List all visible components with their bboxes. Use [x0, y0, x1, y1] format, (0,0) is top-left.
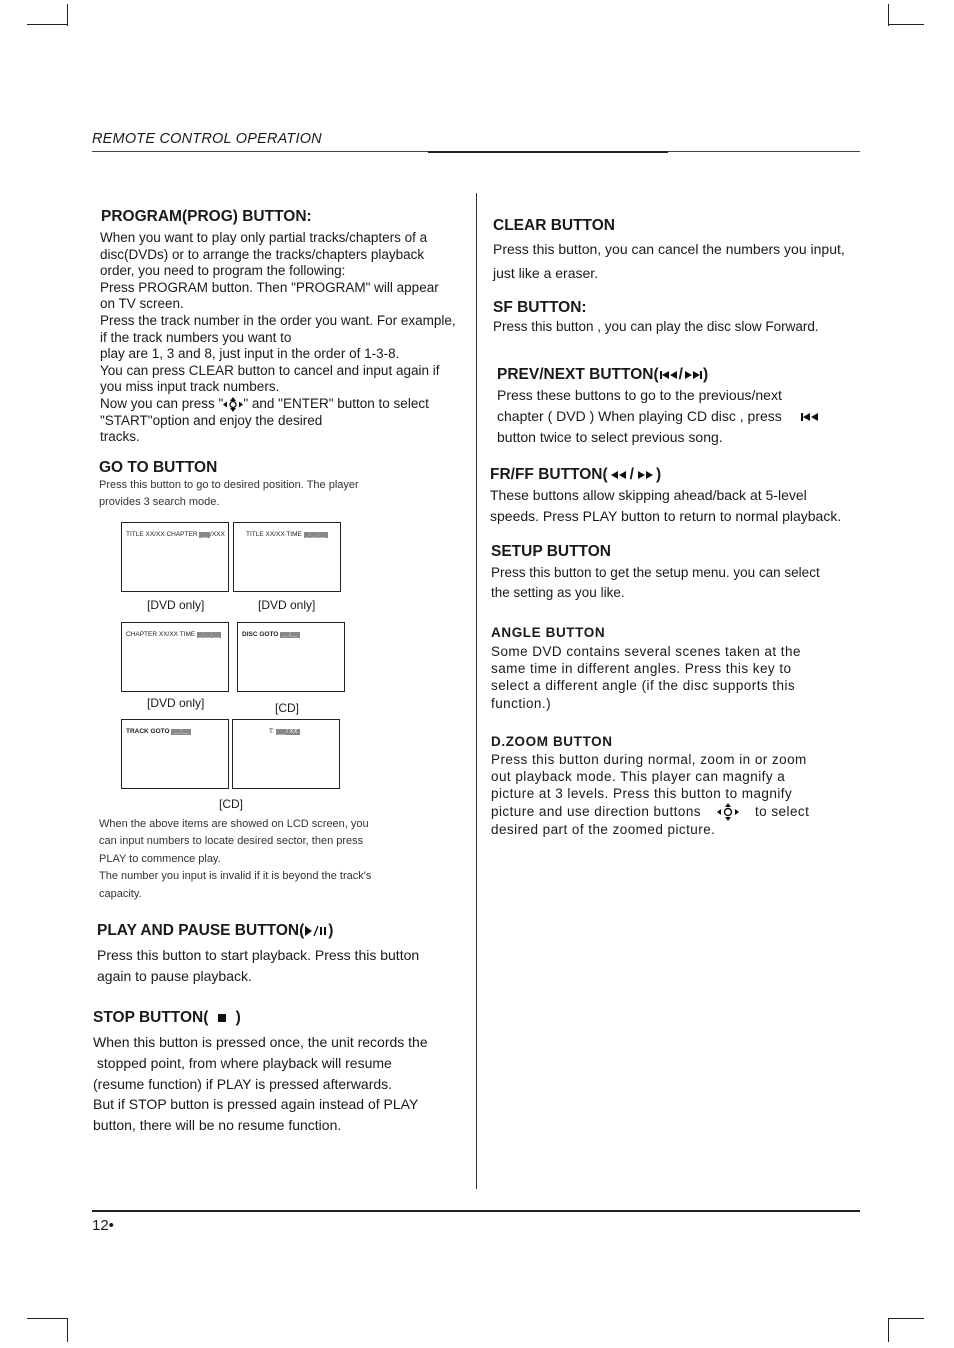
screen-caption: [CD]: [219, 797, 243, 811]
play-pause-icon: [304, 925, 328, 937]
footer-rule: [92, 1210, 860, 1212]
program-text: When you want to play only partial tracks/chapters of a disc(DVDs) or to arrange the tracks/chapters playback order, you need to program the following: Press PROGRAM button. Then "PROGRAM" will appear on TV screen. Press the track number in the order you want. For example, if the track numbers you want to play are 1, 3 and 8, just input in the order of 1-3-8. You can press CLEAR button to cancel and input again if you miss input track numbers. Now you can press " " and "ENTER" button to select "START"option and enjoy the desired tracks.: [100, 230, 456, 445]
osd-screen-track-goto: TRACK GOTO __:__: [121, 719, 229, 789]
clear-text: Press this button, you can cancel the numbers you input, just like a eraser.: [493, 241, 845, 281]
dzoom-text: Press this button during normal, zoom in or zoom out playback mode. This player can magnify a picture at 3 levels. Press this button to magnify picture and use direction buttons to select desired part of the zoomed picture.: [491, 752, 810, 838]
setup-text: Press this button to get the setup menu. you can select the setting as you like.: [491, 565, 820, 600]
osd-screen-title-chapter: TITLE XX/XX CHAPTER __ /XXX: [121, 522, 229, 592]
stop-icon: [217, 1013, 227, 1023]
fast-forward-icon: [636, 470, 654, 480]
screen-caption: [DVD only]: [258, 598, 316, 612]
goto-text: Press this button to go to desired position. The player provides 3 search mode.: [99, 479, 359, 509]
setup-heading: SETUP BUTTON: [491, 543, 611, 560]
stop-heading: STOP BUTTON( ): [93, 1009, 241, 1026]
osd-screen-title-time: TITLE XX/XX TIME _:__:__: [233, 522, 341, 592]
goto-notes: When the above items are showed on LCD screen, you can input numbers to locate desired sector, then press PLAY to commence play. The number you input is invalid if it is beyond the track's capacity.: [99, 818, 372, 900]
angle-text: Some DVD contains several scenes taken at the same time in different angles. Press this key to select a different angle (if the disc supports this function.): [491, 644, 801, 711]
prev-next-heading: PREV/NEXT BUTTON( / ): [497, 366, 709, 383]
clear-heading: CLEAR BUTTON: [493, 217, 615, 234]
osd-screen-disc-goto: DISC GOTO __:__: [237, 622, 345, 692]
play-pause-heading: PLAY AND PAUSE BUTTON( ): [97, 922, 334, 939]
section-header: REMOTE CONTROL OPERATION: [92, 131, 322, 147]
dzoom-heading: D.ZOOM BUTTON: [491, 734, 613, 749]
screen-caption: [DVD only]: [147, 598, 205, 612]
screen-caption: [DVD only]: [147, 696, 205, 710]
osd-screen-track-time: T: __ / XX: [232, 719, 340, 789]
prev-icon: [659, 370, 679, 380]
sf-text: Press this button , you can play the disc slow Forward.: [493, 319, 819, 334]
next-icon: [683, 370, 703, 380]
angle-heading: ANGLE BUTTON: [491, 625, 606, 640]
fr-ff-heading: FR/FF BUTTON( / ): [490, 466, 662, 483]
rewind-icon: [610, 470, 628, 480]
header-rule-accent: [428, 151, 668, 153]
program-heading: PROGRAM(PROG) BUTTON:: [101, 208, 312, 225]
nav-arrows-icon: [717, 803, 739, 821]
prev-icon: [800, 412, 820, 422]
prev-next-text: Press these buttons to go to the previous/next chapter ( DVD ) When playing CD disc , press button twice to select previous song.: [497, 385, 820, 447]
play-pause-text: Press this button to start playback. Press this button again to pause playback.: [97, 947, 420, 984]
fr-ff-text: These buttons allow skipping ahead/back at 5-level speeds. Press PLAY button to return to normal playback.: [490, 487, 842, 524]
column-divider: [476, 193, 477, 1189]
screen-caption: [CD]: [275, 701, 299, 715]
page-number: 12•: [92, 1217, 114, 1234]
osd-screen-chapter-time: CHAPTER XX/XX TIME _:__:__: [121, 622, 229, 692]
sf-heading: SF BUTTON:: [493, 299, 587, 316]
stop-text: When this button is pressed once, the unit records the stopped point, from where playback will resume (resume function) if PLAY is pressed afterwards. But if STOP button is pressed again instead of PLAY button, there will be no resume function.: [93, 1034, 428, 1134]
nav-arrows-icon: [223, 397, 243, 412]
goto-heading: GO TO BUTTON: [99, 459, 218, 476]
